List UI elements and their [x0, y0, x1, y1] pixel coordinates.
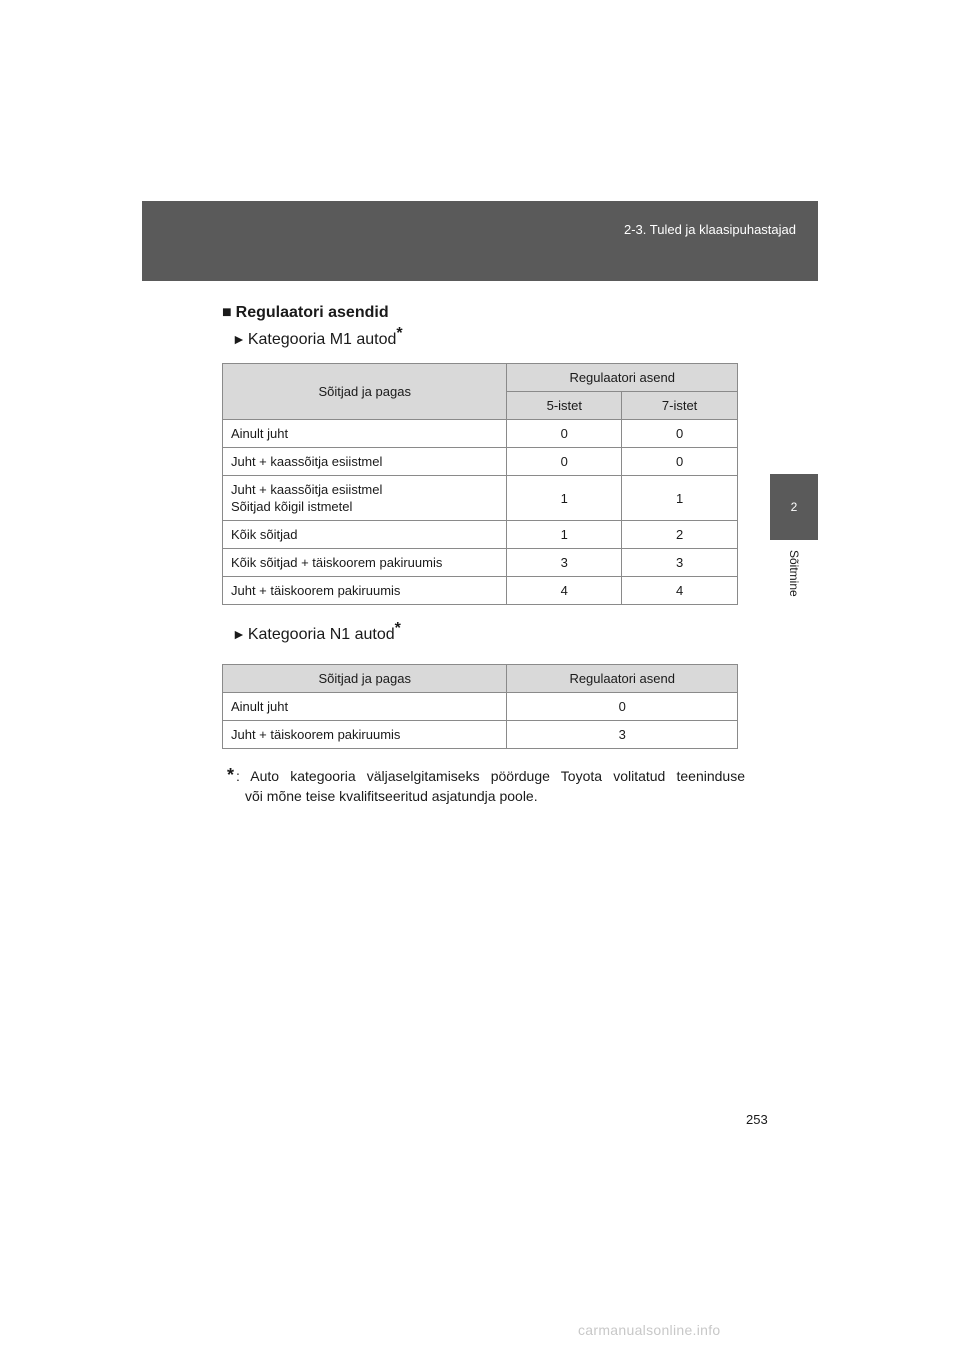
m1-subheading-text: Kategooria M1 autod — [247, 331, 397, 348]
chapter-tab — [770, 474, 818, 540]
n1-header-position: Regulaatori asend — [507, 665, 738, 693]
row-label: Juht + täiskoorem pakiruumis — [223, 721, 507, 749]
triangle-arrow-icon: ► — [232, 626, 246, 642]
row-value-7: 4 — [622, 577, 738, 605]
row-value-5: 4 — [507, 577, 622, 605]
asterisk-mark: * — [394, 620, 401, 637]
row-label: Kõik sõitjad — [223, 521, 507, 549]
footnote-line-2: või mõne teise kvalifitseeritud asjatundja poole. — [245, 788, 538, 804]
row-label-line-1: Juht + kaassõitja esiistmel — [231, 482, 383, 497]
triangle-arrow-icon: ► — [232, 331, 246, 347]
row-label: Juht + kaassõitja esiistmel — [223, 448, 507, 476]
table-row — [223, 549, 738, 577]
footnote-asterisk: * — [227, 765, 235, 785]
footnote — [227, 765, 745, 806]
m1-header-7-seats: 7-istet — [622, 392, 738, 420]
chapter-number: 2 — [790, 500, 798, 514]
row-value: 0 — [507, 693, 738, 721]
row-value-5: 0 — [507, 420, 622, 448]
footnote-line-1 — [227, 765, 745, 786]
n1-subheading-text: Kategooria N1 autod — [247, 626, 395, 643]
row-value-7: 2 — [622, 521, 738, 549]
row-label: Ainult juht — [223, 420, 507, 448]
n1-header-passengers: Sõitjad ja pagas — [223, 665, 507, 693]
row-label: Juht + täiskoorem pakiruumis — [223, 577, 507, 605]
table-row — [223, 521, 738, 549]
row-value-7: 0 — [622, 448, 738, 476]
row-label — [223, 476, 507, 521]
row-value-5: 1 — [507, 521, 622, 549]
watermark: carmanualsonline.info — [578, 1322, 721, 1338]
footnote-line-1-text: : Auto kategooria väljaselgitamiseks pöörduge Toyota volitatud teeninduse — [236, 768, 745, 784]
table-row — [223, 476, 738, 521]
row-label: Ainult juht — [223, 693, 507, 721]
square-bullet-icon: ■ — [222, 304, 232, 321]
page-number: 253 — [746, 1112, 768, 1127]
section-heading — [222, 304, 389, 322]
row-value-7: 0 — [622, 420, 738, 448]
row-value-5: 3 — [507, 549, 622, 577]
m1-header-position: Regulaatori asend — [507, 364, 738, 392]
table-row — [223, 693, 738, 721]
row-label: Kõik sõitjad + täiskoorem pakiruumis — [223, 549, 507, 577]
table-row — [223, 420, 738, 448]
m1-header-passengers: Sõitjad ja pagas — [223, 364, 507, 420]
row-value-5: 0 — [507, 448, 622, 476]
chapter-side-label: Sõitmine — [787, 550, 801, 597]
section-heading-text: Regulaatori asendid — [235, 304, 389, 321]
m1-header-5-seats: 5-istet — [507, 392, 622, 420]
row-value-7: 1 — [622, 476, 738, 521]
chapter-title: 2-3. Tuled ja klaasipuhastajad — [623, 222, 796, 237]
asterisk-mark: * — [396, 325, 403, 342]
row-value: 3 — [507, 721, 738, 749]
table-row — [223, 448, 738, 476]
m1-subheading — [232, 325, 403, 349]
m1-table — [222, 363, 738, 605]
row-label-line-2: Sõitjad kõigil istmetel — [231, 499, 353, 514]
row-value-7: 3 — [622, 549, 738, 577]
n1-table — [222, 664, 738, 749]
row-value-5: 1 — [507, 476, 622, 521]
n1-subheading — [232, 620, 401, 644]
header-band — [142, 201, 818, 281]
table-row — [223, 721, 738, 749]
table-row — [223, 577, 738, 605]
